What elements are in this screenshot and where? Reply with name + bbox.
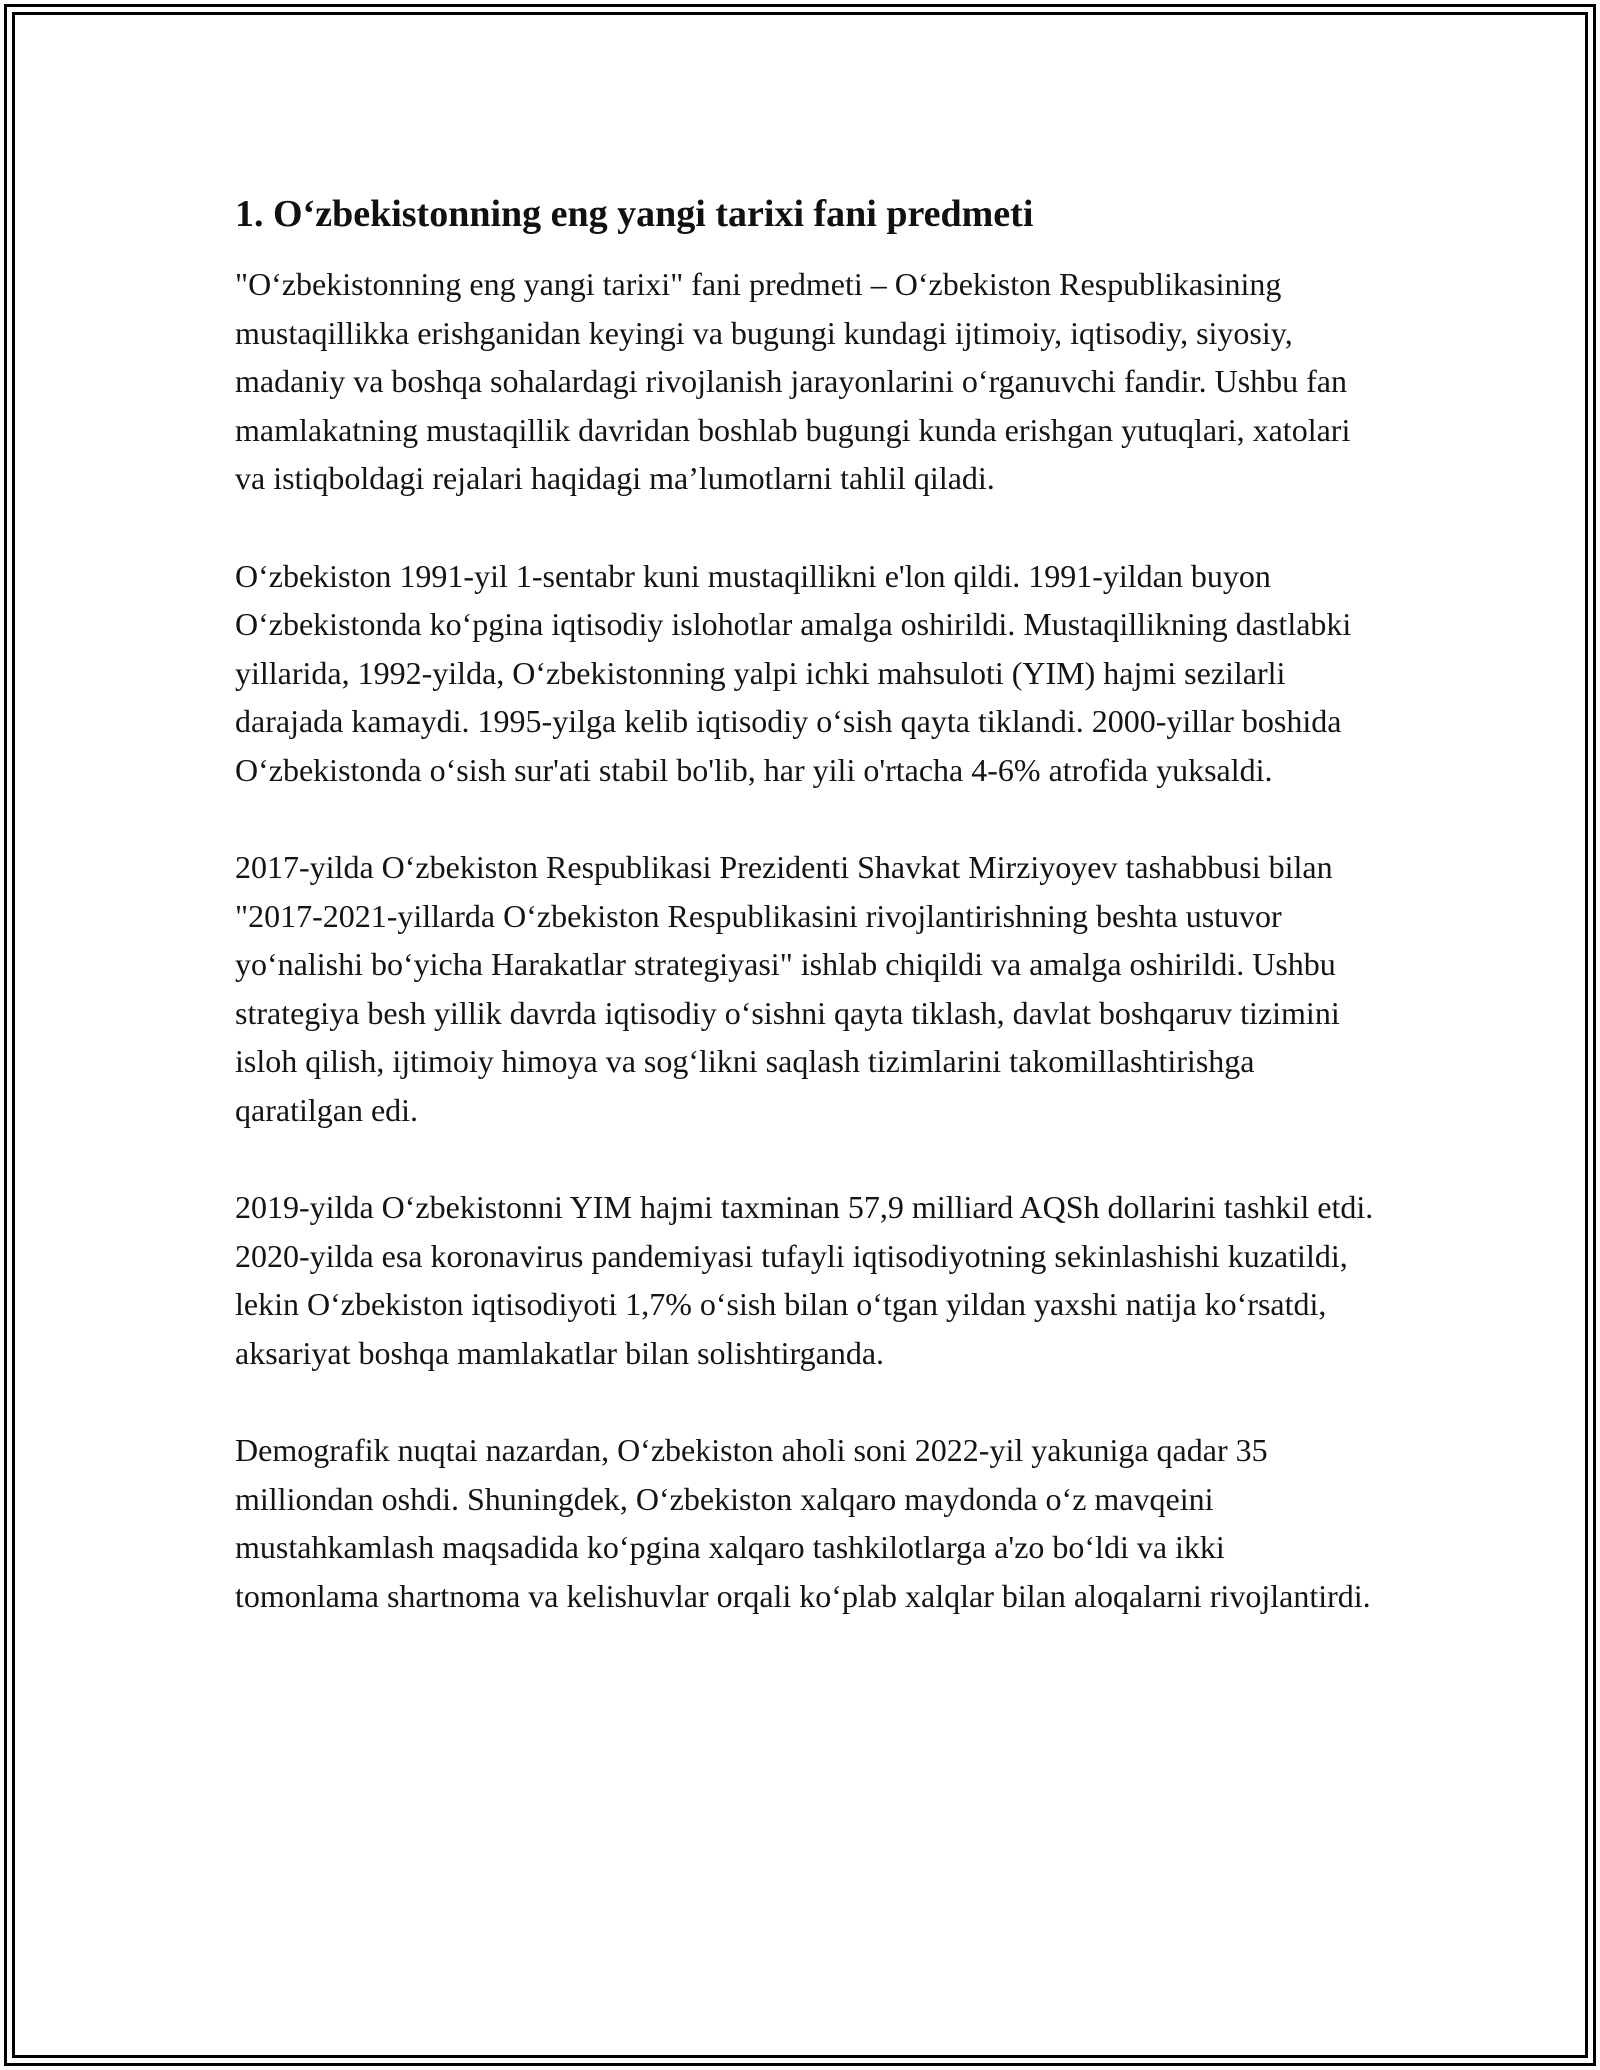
paragraph-gdp-pandemic: 2019-yilda O‘zbekistonni YIM hajmi taxminan 57,9 milliard AQSh dollarini tashkil etdi. 2020-yilda esa koronavirus pandemiyasi tufayli iqtisodiyotning sekinlashishi kuzatildi, lekin O‘zbekiston iqtisodiyoti 1,7% o‘sish bilan o‘tgan yildan yaxshi natija ko‘rsatdi, aksariyat boshqa mamlakatlar bilan solishtirganda. [235,1189,1374,1371]
paragraph-independence-economy: O‘zbekiston 1991-yil 1-sentabr kuni mustaqillikni e'lon qildi. 1991-yildan buyon O‘zbekistonda ko‘pgina iqtisodiy islohotlar amalga oshirildi. Mustaqillikning dastlabki yillarida, 1992-yilda, O‘zbekistonning yalpi ichki mahsuloti (YIM) hajmi sezilarli darajada kamaydi. 1995-yilga kelib iqtisodiy o‘sish qayta tiklandi. 2000-yillar boshida O‘zbekistonda o‘sish sur'ati stabil bo'lib, har yili o'rtacha 4-6% atrofida yuksaldi. [235,557,1352,788]
document-body [235,190,1375,1669]
paragraph-subject-definition: "O‘zbekistonning eng yangi tarixi" fani predmeti – O‘zbekiston Respublikasining mustaqillikka erishganidan keyingi va bugungi kundagi ijtimoiy, iqtisodiy, siyosiy, madaniy va boshqa sohalardagi rivojlanish jarayonlarini o‘rganuvchi fandir. Ushbu fan mamlakatning mustaqillik davridan boshlab bugungi kunda erishgan yutuqlari, xatolari va istiqboldagi rejalari haqidagi ma’lumotlarni tahlil qiladi. [235,266,1351,496]
paragraph-demography-international: Demografik nuqtai nazardan, O‘zbekiston aholi soni 2022-yil yakuniga qadar 35 milliondan oshdi. Shuningdek, O‘zbekiston xalqaro maydonda o‘z mavqeini mustahkamlash maqsadida ko‘pgina xalqaro tashkilotlarga a'zo bo‘ldi va ikki tomonlama shartnoma va kelishuvlar orqali ko‘plab xalqlar bilan aloqalarni rivojlantirdi. [235,1432,1371,1614]
section-heading: 1. O‘zbekistonning eng yangi tarixi fani predmeti [235,193,1034,235]
paragraph-action-strategy: 2017-yilda O‘zbekiston Respublikasi Prezidenti Shavkat Mirziyoyev tashabbusi bilan "2017-2021-yillarda O‘zbekiston Respublikasini rivojlantirishning beshta ustuvor yo‘nalishi bo‘yicha Harakatlar strategiyasi" ishlab chiqildi va amalga oshirildi. Ushbu strategiya besh yillik davrda iqtisodiy o‘sishni qayta tiklash, davlat boshqaruv tizimini isloh qilish, ijtimoiy himoya va sog‘likni saqlash tizimlarini takomillashtirishga qaratilgan edi. [235,849,1340,1128]
